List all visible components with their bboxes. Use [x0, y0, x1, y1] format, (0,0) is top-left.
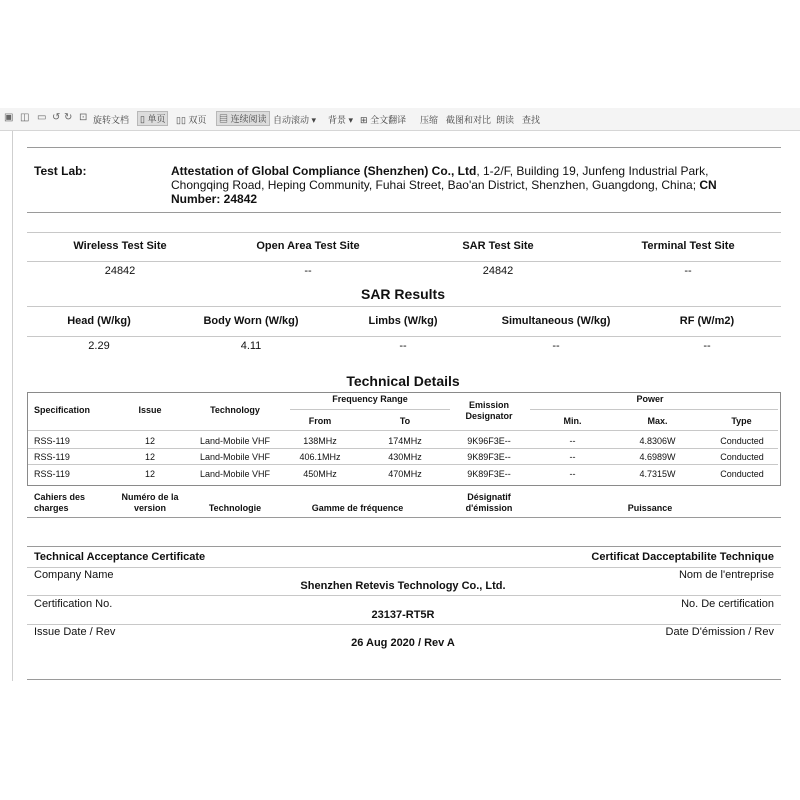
site-header-terminal: Terminal Test Site	[641, 240, 735, 252]
french-header-rule	[27, 517, 781, 518]
screenshot-compare-button[interactable]: 截图和对比	[446, 115, 492, 125]
cell-to: 174MHz	[388, 436, 422, 446]
certificate-rule-3	[27, 624, 781, 625]
fr-cahiers-des-charges: Cahiers des charges	[34, 492, 86, 513]
toolbar-icon-1[interactable]: ▣	[4, 112, 14, 123]
cell-type: Conducted	[720, 469, 764, 479]
full-translate-button[interactable]: ⊞ 全文翻译	[360, 115, 407, 125]
test-lab-address2: Chongqing Road, Heping Community, Fuhai Street, Bao'an District, Shenzhen, Guangdong, China;	[171, 178, 697, 192]
certificate-bottom-rule	[27, 679, 781, 680]
certification-no-label: Certification No.	[34, 598, 113, 610]
sites-header-rule	[27, 261, 781, 262]
chevron-down-icon: ▾	[348, 115, 354, 125]
th-frequency-range: Frequency Range	[332, 394, 408, 404]
top-divider	[27, 147, 781, 148]
th-type: Type	[731, 416, 752, 426]
fr-gamme-frequence: Gamme de fréquence	[311, 503, 404, 513]
page-edge	[12, 131, 13, 681]
th-min: Min.	[563, 416, 582, 426]
site-header-wireless: Wireless Test Site	[73, 240, 167, 252]
cell-type: Conducted	[720, 452, 764, 462]
cell-from: 450MHz	[303, 469, 337, 479]
cell-min: --	[569, 436, 576, 446]
th-specification: Specification	[34, 405, 91, 415]
compress-button[interactable]: 压缩	[420, 115, 439, 125]
th-to: To	[399, 416, 411, 426]
test-lab-cn: CN	[699, 178, 717, 192]
test-lab-number: Number: 24842	[171, 192, 258, 206]
viewer-toolbar	[0, 108, 800, 131]
cell-specification: RSS-119	[34, 469, 70, 479]
sar-value-body: 4.11	[240, 340, 262, 352]
certificate-top-rule	[27, 546, 781, 547]
technical-details-title: Technical Details	[346, 373, 460, 389]
sar-header-head: Head (W/kg)	[67, 315, 131, 327]
test-lab-address1: , 1-2/F, Building 19, Junfeng Industrial Park,	[476, 164, 709, 178]
fr-designatif-emission: Désignatif d'émission	[465, 492, 513, 513]
test-lab-line1	[171, 164, 708, 178]
cell-to: 430MHz	[388, 452, 422, 462]
cell-emission: 9K89F3E--	[467, 452, 511, 462]
certification-no-label-fr: No. De certification	[681, 598, 774, 610]
toolbar-icon-4[interactable]: ⊡	[79, 112, 88, 123]
cell-issue: 12	[144, 469, 155, 479]
sar-header-simultaneous: Simultaneous (W/kg)	[501, 315, 611, 327]
site-header-open-area: Open Area Test Site	[256, 240, 360, 252]
company-name-value: Shenzhen Retevis Technology Co., Ltd.	[300, 580, 506, 592]
cell-from: 406.1MHz	[299, 452, 341, 462]
tech-header-rule	[28, 430, 778, 431]
fr-numero-version: Numéro de la version	[121, 492, 179, 513]
row-rule-2	[28, 464, 778, 465]
sar-top-rule	[27, 306, 781, 307]
company-name-label-fr: Nom de l'entreprise	[678, 569, 774, 581]
cell-max: 4.6989W	[639, 452, 676, 462]
fr-puissance: Puissance	[627, 503, 673, 513]
th-emission-designator: Emission Designator	[465, 400, 513, 421]
cell-technology: Land-Mobile VHF	[199, 436, 271, 446]
cell-from: 138MHz	[303, 436, 337, 446]
cell-issue: 12	[144, 436, 155, 446]
test-lab-divider	[27, 212, 781, 213]
th-technology: Technology	[210, 405, 260, 415]
auto-scroll-button[interactable]: 自动滚动 ▾	[273, 115, 317, 125]
site-value-open-area: --	[304, 265, 312, 277]
cell-technology: Land-Mobile VHF	[199, 469, 271, 479]
background-button[interactable]: 背景 ▾	[328, 115, 354, 125]
test-lab-label: Test Lab:	[34, 164, 87, 178]
find-button[interactable]: 查找	[522, 115, 541, 125]
site-value-sar: 24842	[482, 265, 514, 277]
single-page-button[interactable]: ▯ 单页	[137, 111, 168, 126]
site-header-sar: SAR Test Site	[462, 240, 534, 252]
cell-emission: 9K89F3E--	[467, 469, 511, 479]
sar-value-head: 2.29	[88, 340, 110, 352]
cell-technology: Land-Mobile VHF	[199, 452, 271, 462]
cell-emission: 9K96F3E--	[467, 436, 511, 446]
cell-specification: RSS-119	[34, 452, 70, 462]
issue-date-value: 26 Aug 2020 / Rev A	[351, 637, 455, 649]
cell-issue: 12	[144, 452, 155, 462]
row-rule-1	[28, 448, 778, 449]
certification-no-value: 23137-RT5R	[371, 609, 435, 621]
certificate-rule-1	[27, 567, 781, 568]
company-name-label: Company Name	[34, 569, 114, 581]
th-issue: Issue	[138, 405, 162, 415]
power-sub-rule	[530, 409, 778, 410]
sar-value-simultaneous: --	[552, 340, 560, 352]
read-aloud-button[interactable]: 朗读	[496, 115, 515, 125]
continuous-reading-button[interactable]: ▤ 连续阅读	[216, 111, 270, 126]
chevron-down-icon: ▾	[311, 115, 317, 125]
certificate-title-en: Technical Acceptance Certificate	[34, 551, 206, 563]
toolbar-icon-3[interactable]: ▭	[37, 112, 47, 123]
rotate-right-icon[interactable]: ↻	[64, 112, 73, 123]
sar-header-rf: RF (W/m2)	[679, 315, 735, 327]
site-value-wireless: 24842	[104, 265, 136, 277]
sar-header-limbs: Limbs (W/kg)	[368, 315, 438, 327]
cell-max: 4.8306W	[639, 436, 676, 446]
site-value-terminal: --	[684, 265, 692, 277]
issue-date-label: Issue Date / Rev	[34, 626, 116, 638]
single-page-icon: ▯	[140, 114, 145, 124]
th-power: Power	[636, 394, 664, 404]
toolbar-icon-2[interactable]: ◫	[20, 112, 30, 123]
certificate-rule-2	[27, 595, 781, 596]
sar-header-body: Body Worn (W/kg)	[203, 315, 299, 327]
sar-value-rf: --	[703, 340, 711, 352]
sar-value-limbs: --	[399, 340, 407, 352]
rotate-document-button[interactable]: 旋转文档	[93, 115, 130, 125]
th-max: Max.	[647, 416, 668, 426]
cell-min: --	[569, 452, 576, 462]
cell-min: --	[569, 469, 576, 479]
frequency-sub-rule	[290, 409, 450, 410]
test-lab-company: Attestation of Global Compliance (Shenzhen) Co., Ltd	[171, 164, 477, 178]
issue-date-label-fr: Date D'émission / Rev	[665, 626, 774, 638]
sar-results-title: SAR Results	[360, 286, 446, 302]
cell-max: 4.7315W	[639, 469, 676, 479]
cell-type: Conducted	[720, 436, 764, 446]
sar-header-rule	[27, 336, 781, 337]
rotate-left-icon[interactable]: ↺	[52, 112, 61, 123]
fr-technologie: Technologie	[208, 503, 262, 513]
translate-icon: ⊞	[360, 115, 368, 125]
sites-top-rule	[27, 232, 781, 233]
th-from: From	[308, 416, 332, 426]
certificate-title-fr: Certificat Dacceptabilite Technique	[591, 551, 774, 563]
test-lab-line2	[171, 178, 717, 192]
cell-to: 470MHz	[388, 469, 422, 479]
continuous-icon: ▤	[219, 114, 229, 124]
cell-specification: RSS-119	[34, 436, 70, 446]
double-page-button[interactable]: ▯▯ 双页	[176, 115, 207, 125]
double-page-icon: ▯▯	[176, 115, 186, 125]
